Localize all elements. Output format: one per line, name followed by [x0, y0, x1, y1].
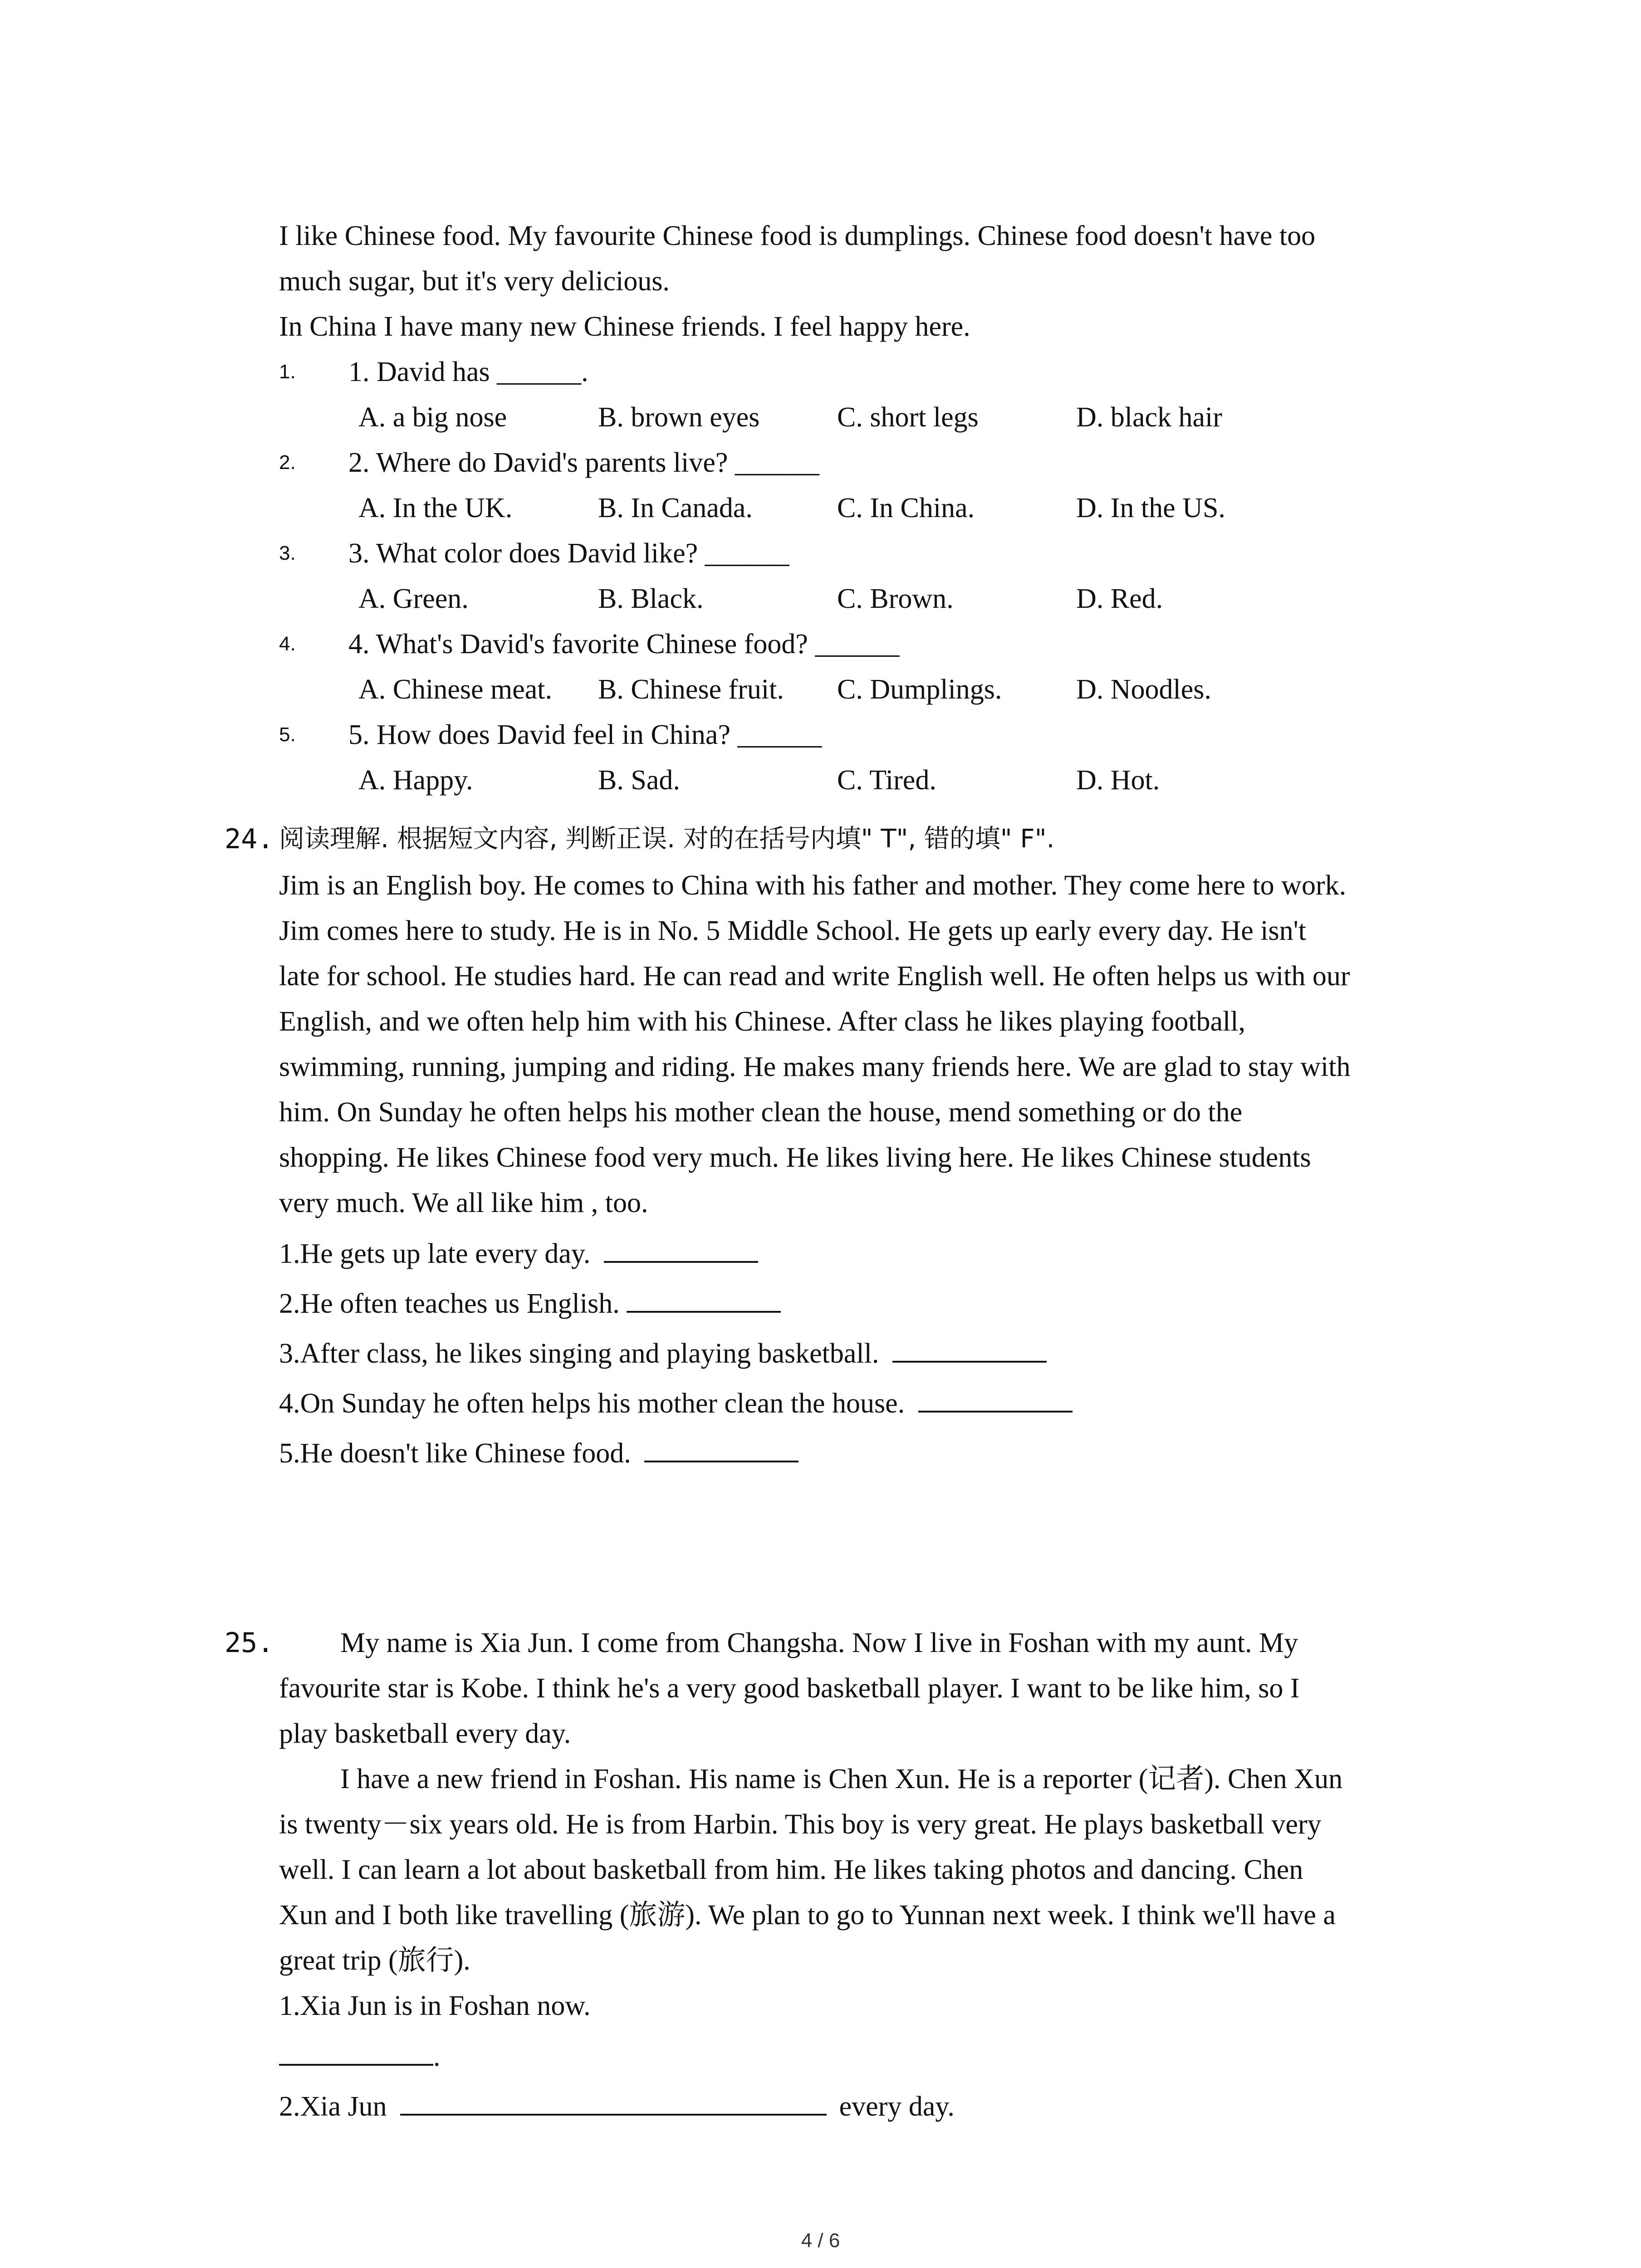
question-1-end: . [433, 2041, 441, 2072]
passage-line: late for school. He studies hard. He can read and write English well. He often helps us with our [279, 961, 1350, 992]
statement-3 [279, 1334, 1047, 1372]
option-a: A. a big nose [358, 402, 507, 433]
option-d: D. Red. [1076, 583, 1163, 614]
statement-text: 1.He gets up late every day. [279, 1238, 591, 1269]
passage-line: Jim is an English boy. He comes to China with his father and mother. They come here to work. [279, 870, 1347, 901]
question-number: 3. [279, 542, 296, 564]
passage-line: well. I can learn a lot about basketball from him. He likes taking photos and dancing. Chen [279, 1854, 1303, 1885]
passage-line: I like Chinese food. My favourite Chinese food is dumplings. Chinese food doesn't have too [279, 220, 1316, 251]
question-text: 2. Where do David's parents live? ______ [348, 447, 819, 478]
passage-line: shopping. He likes Chinese food very much. He likes living here. He likes Chinese students [279, 1142, 1311, 1173]
statement-5 [279, 1434, 798, 1471]
passage-line: In China I have many new Chinese friends. I feel happy here. [279, 311, 970, 342]
passage-line: Xun and I both like travelling (旅游). We plan to go to Yunnan next week. I think we'll have a [279, 1900, 1336, 1931]
option-a: A. In the UK. [358, 493, 513, 523]
answer-blank[interactable] [644, 1434, 798, 1462]
statement-text: 5.He doesn't like Chinese food. [279, 1438, 631, 1469]
option-c: C. Tired. [837, 765, 936, 796]
statement-1 [279, 1235, 758, 1272]
question-text: 3. What color does David like? ______ [348, 538, 789, 569]
passage-line: swimming, running, jumping and riding. He makes many friends here. We are glad to stay with [279, 1051, 1351, 1082]
option-d: D. black hair [1076, 402, 1222, 433]
question-2-end: every day. [839, 2091, 955, 2122]
passage-line: very much. We all like him , too. [279, 1188, 648, 1218]
passage-line: is twenty－six years old. He is from Harbin. This boy is very great. He plays basketball very [279, 1809, 1322, 1840]
answer-blank[interactable] [892, 1334, 1047, 1363]
statement-2 [279, 1285, 781, 1322]
answer-blank[interactable] [400, 2087, 827, 2116]
option-b: B. In Canada. [598, 493, 753, 523]
passage-line: him. On Sunday he often helps his mother clean the house, mend something or do the [279, 1097, 1243, 1128]
option-b: B. Chinese fruit. [598, 674, 784, 705]
question-number: 5. [279, 723, 296, 746]
page-number: 4 / 6 [801, 2229, 840, 2252]
option-c: C. short legs [837, 402, 979, 433]
passage-line: Jim comes here to study. He is in No. 5 Middle School. He gets up early every day. He isn't [279, 915, 1306, 946]
passage-line: much sugar, but it's very delicious. [279, 266, 670, 297]
section-number: 24. [225, 823, 274, 855]
answer-blank[interactable] [627, 1285, 781, 1313]
option-d: D. In the US. [1076, 493, 1225, 523]
answer-blank[interactable] [604, 1235, 758, 1263]
question-number: 2. [279, 451, 296, 474]
option-d: D. Hot. [1076, 765, 1160, 796]
option-c: C. In China. [837, 493, 975, 523]
statement-text: 3.After class, he likes singing and playing basketball. [279, 1338, 879, 1369]
option-d: D. Noodles. [1076, 674, 1211, 705]
statement-text: 2.He often teaches us English. [279, 1288, 620, 1319]
section-number: 25. [225, 1627, 274, 1659]
option-b: B. Sad. [598, 765, 680, 796]
question-1-answer [279, 2038, 441, 2075]
question-number: 4. [279, 633, 296, 655]
answer-blank[interactable] [279, 2038, 433, 2066]
option-a: A. Green. [358, 583, 469, 614]
option-b: B. brown eyes [598, 402, 760, 433]
statement-text: 4.On Sunday he often helps his mother clean the house. [279, 1388, 905, 1419]
question-2 [279, 2087, 955, 2125]
question-text: 5. How does David feel in China? ______ [348, 719, 822, 750]
option-a: A. Happy. [358, 765, 473, 796]
passage-line: favourite star is Kobe. I think he's a very good basketball player. I want to be like him, so I [279, 1673, 1300, 1704]
question-text: 4. What's David's favorite Chinese food? ______ [348, 629, 900, 660]
answer-blank[interactable] [918, 1384, 1073, 1413]
statement-4 [279, 1384, 1073, 1422]
passage-line: great trip (旅行). [279, 1945, 470, 1976]
section-instruction: 阅读理解. 根据短文内容, 判断正误. 对的在括号内填" T", 错的填" F". [279, 824, 1055, 854]
passage-line: My name is Xia Jun. I come from Changsha. Now I live in Foshan with my aunt. My [340, 1628, 1298, 1658]
passage-line: English, and we often help him with his Chinese. After class he likes playing football, [279, 1006, 1246, 1037]
option-c: C. Dumplings. [837, 674, 1002, 705]
option-c: C. Brown. [837, 583, 954, 614]
question-2-start: 2.Xia Jun [279, 2091, 387, 2122]
option-b: B. Black. [598, 583, 704, 614]
option-a: A. Chinese meat. [358, 674, 553, 705]
question-1-text: 1.Xia Jun is in Foshan now. [279, 1990, 591, 2021]
question-text: 1. David has ______. [348, 357, 588, 387]
passage-line: I have a new friend in Foshan. His name is Chen Xun. He is a reporter (记者). Chen Xun [340, 1764, 1343, 1794]
passage-line: play basketball every day. [279, 1718, 571, 1749]
question-number: 1. [279, 361, 296, 383]
